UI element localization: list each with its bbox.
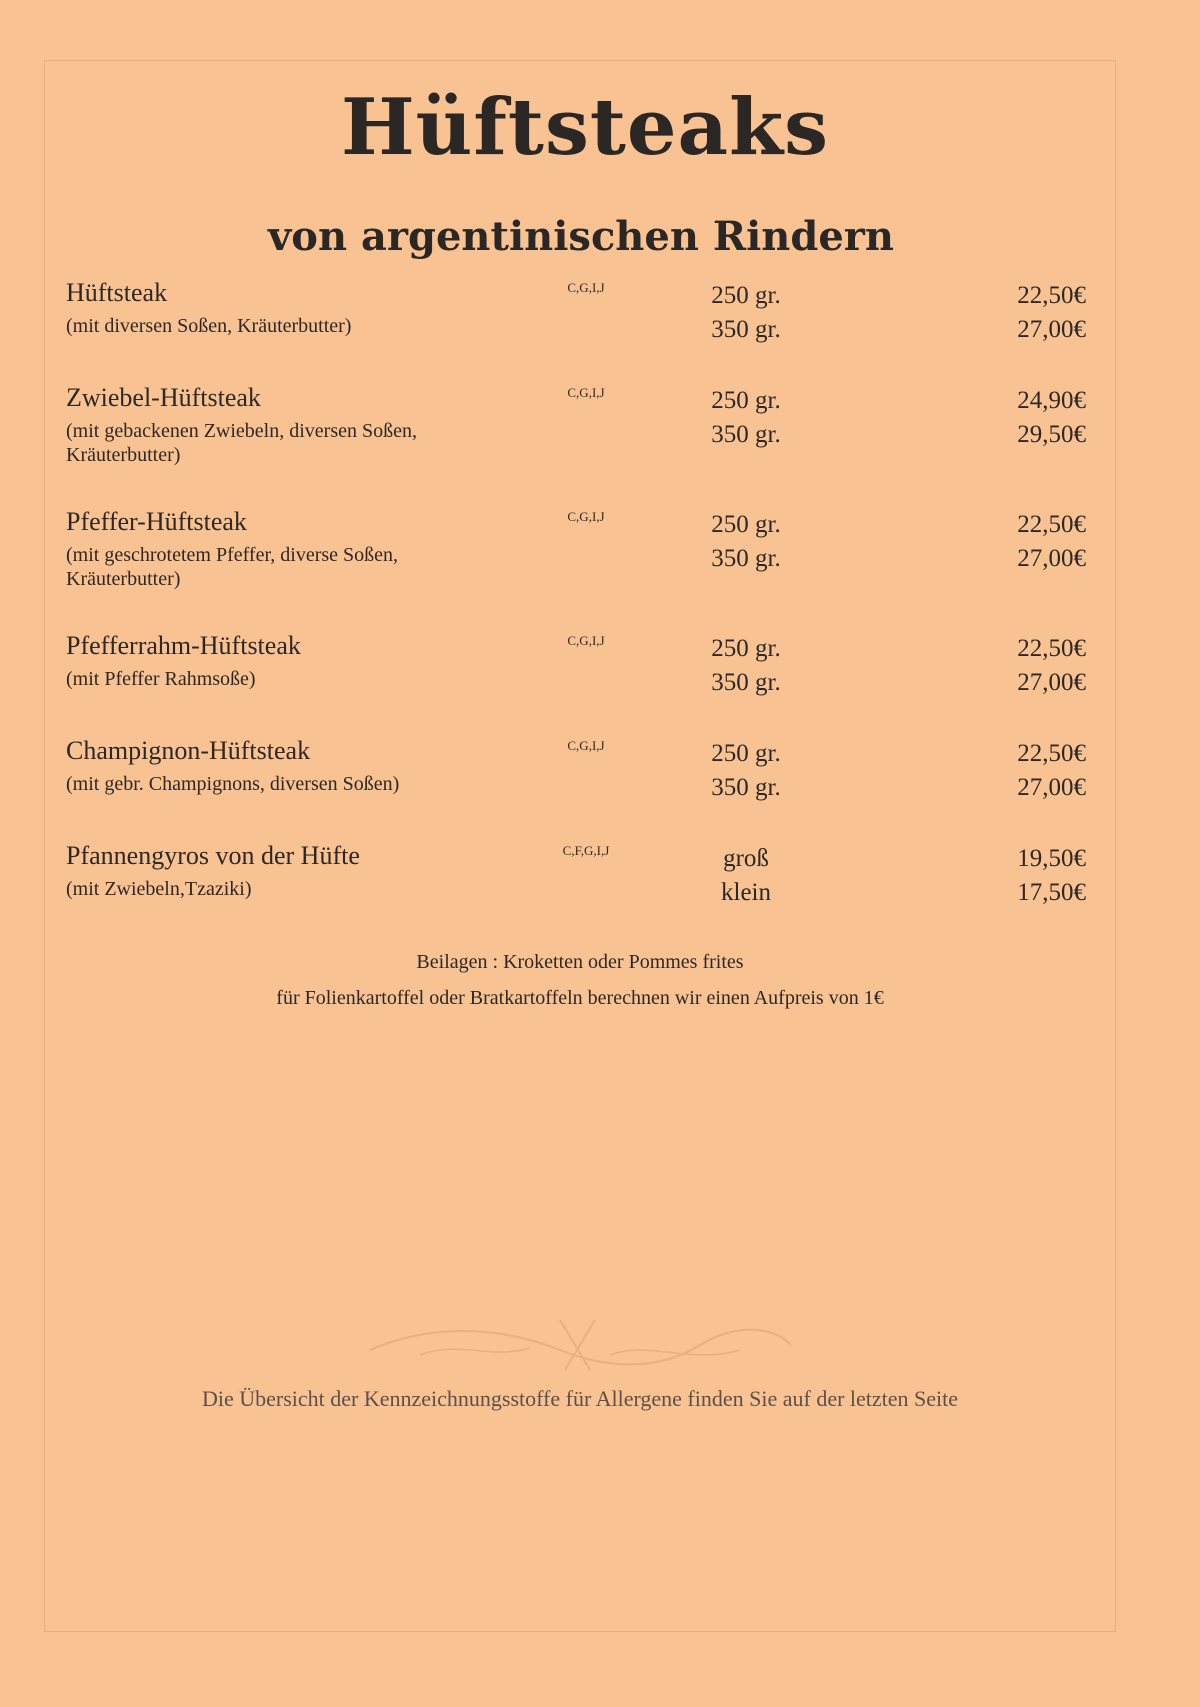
menu-item-pfannengyros [66, 841, 1086, 941]
page-title: Hüftsteaks [340, 82, 830, 173]
item-price: 27,00€ [1017, 669, 1086, 696]
item-allergens: C,G,I,J [567, 509, 605, 524]
item-price: 22,50€ [1017, 282, 1086, 309]
menu-item-pfefferrahm-hueftsteak [66, 631, 1086, 731]
item-price: 27,00€ [1017, 774, 1086, 801]
item-allergens: C,G,I,J [567, 633, 605, 648]
item-price: 29,50€ [1017, 421, 1086, 448]
menu-item-zwiebel-hueftsteak [66, 383, 1086, 483]
item-size: 250 gr. [711, 511, 781, 538]
item-size: 350 gr. [711, 421, 781, 448]
item-size: klein [721, 879, 771, 906]
item-size: 350 gr. [711, 669, 781, 696]
item-price: 22,50€ [1017, 511, 1086, 538]
item-description: (mit gebackenen Zwiebeln, diversen Soßen, Kräuterbutter) [66, 420, 417, 466]
item-size: 250 gr. [711, 282, 781, 309]
item-description: (mit geschrotetem Pfeffer, diverse Soßen, Kräuterbutter) [66, 544, 399, 590]
item-description: (mit gebr. Champignons, diversen Soßen) [66, 773, 400, 795]
item-price: 22,50€ [1017, 635, 1086, 662]
surcharge-note: für Folienkartoffel oder Bratkartoffeln berechnen wir einen Aufpreis von 1€ [276, 987, 884, 1009]
menu-item-hueftsteak [66, 278, 1086, 378]
item-price: 22,50€ [1017, 740, 1086, 767]
item-description: (mit Pfeffer Rahmsoße) [66, 668, 256, 690]
item-size: 250 gr. [711, 740, 781, 767]
item-size: 250 gr. [711, 635, 781, 662]
item-allergens: C,G,I,J [567, 738, 605, 753]
item-name: Pfeffer-Hüftsteak [66, 507, 247, 536]
item-price: 24,90€ [1017, 387, 1086, 414]
menu-item-pfeffer-hueftsteak [66, 507, 1086, 607]
item-size: 350 gr. [711, 316, 781, 343]
allergen-footer-note: Die Übersicht der Kennzeichnungsstoffe für Allergene finden Sie auf der letzten Seite [201, 1386, 959, 1411]
item-size: 250 gr. [711, 387, 781, 414]
item-name: Pfannengyros von der Hüfte [66, 841, 360, 870]
menu-item-champignon-hueftsteak [66, 736, 1086, 836]
item-price: 17,50€ [1017, 879, 1086, 906]
page-subtitle: von argentinischen Rindern [268, 213, 894, 260]
item-size: 350 gr. [711, 545, 781, 572]
sides-note: Beilagen : Kroketten oder Pommes frites [416, 951, 744, 973]
item-description: (mit diversen Soßen, Kräuterbutter) [66, 315, 352, 337]
item-price: 27,00€ [1017, 545, 1086, 572]
item-allergens: C,G,I,J [567, 280, 605, 295]
item-name: Zwiebel-Hüftsteak [66, 383, 261, 412]
item-allergens: C,G,I,J [567, 385, 605, 400]
item-name: Pfefferrahm-Hüftsteak [66, 631, 301, 660]
item-allergens: C,F,G,I,J [562, 843, 610, 858]
item-price: 27,00€ [1017, 316, 1086, 343]
item-name: Champignon-Hüftsteak [66, 736, 311, 765]
item-price: 19,50€ [1017, 845, 1086, 872]
item-description: (mit Zwiebeln,Tzaziki) [66, 878, 252, 900]
item-size: groß [723, 845, 769, 872]
item-size: 350 gr. [711, 774, 781, 801]
item-name: Hüftsteak [66, 278, 168, 307]
ornament-flourish-icon [360, 1310, 800, 1380]
